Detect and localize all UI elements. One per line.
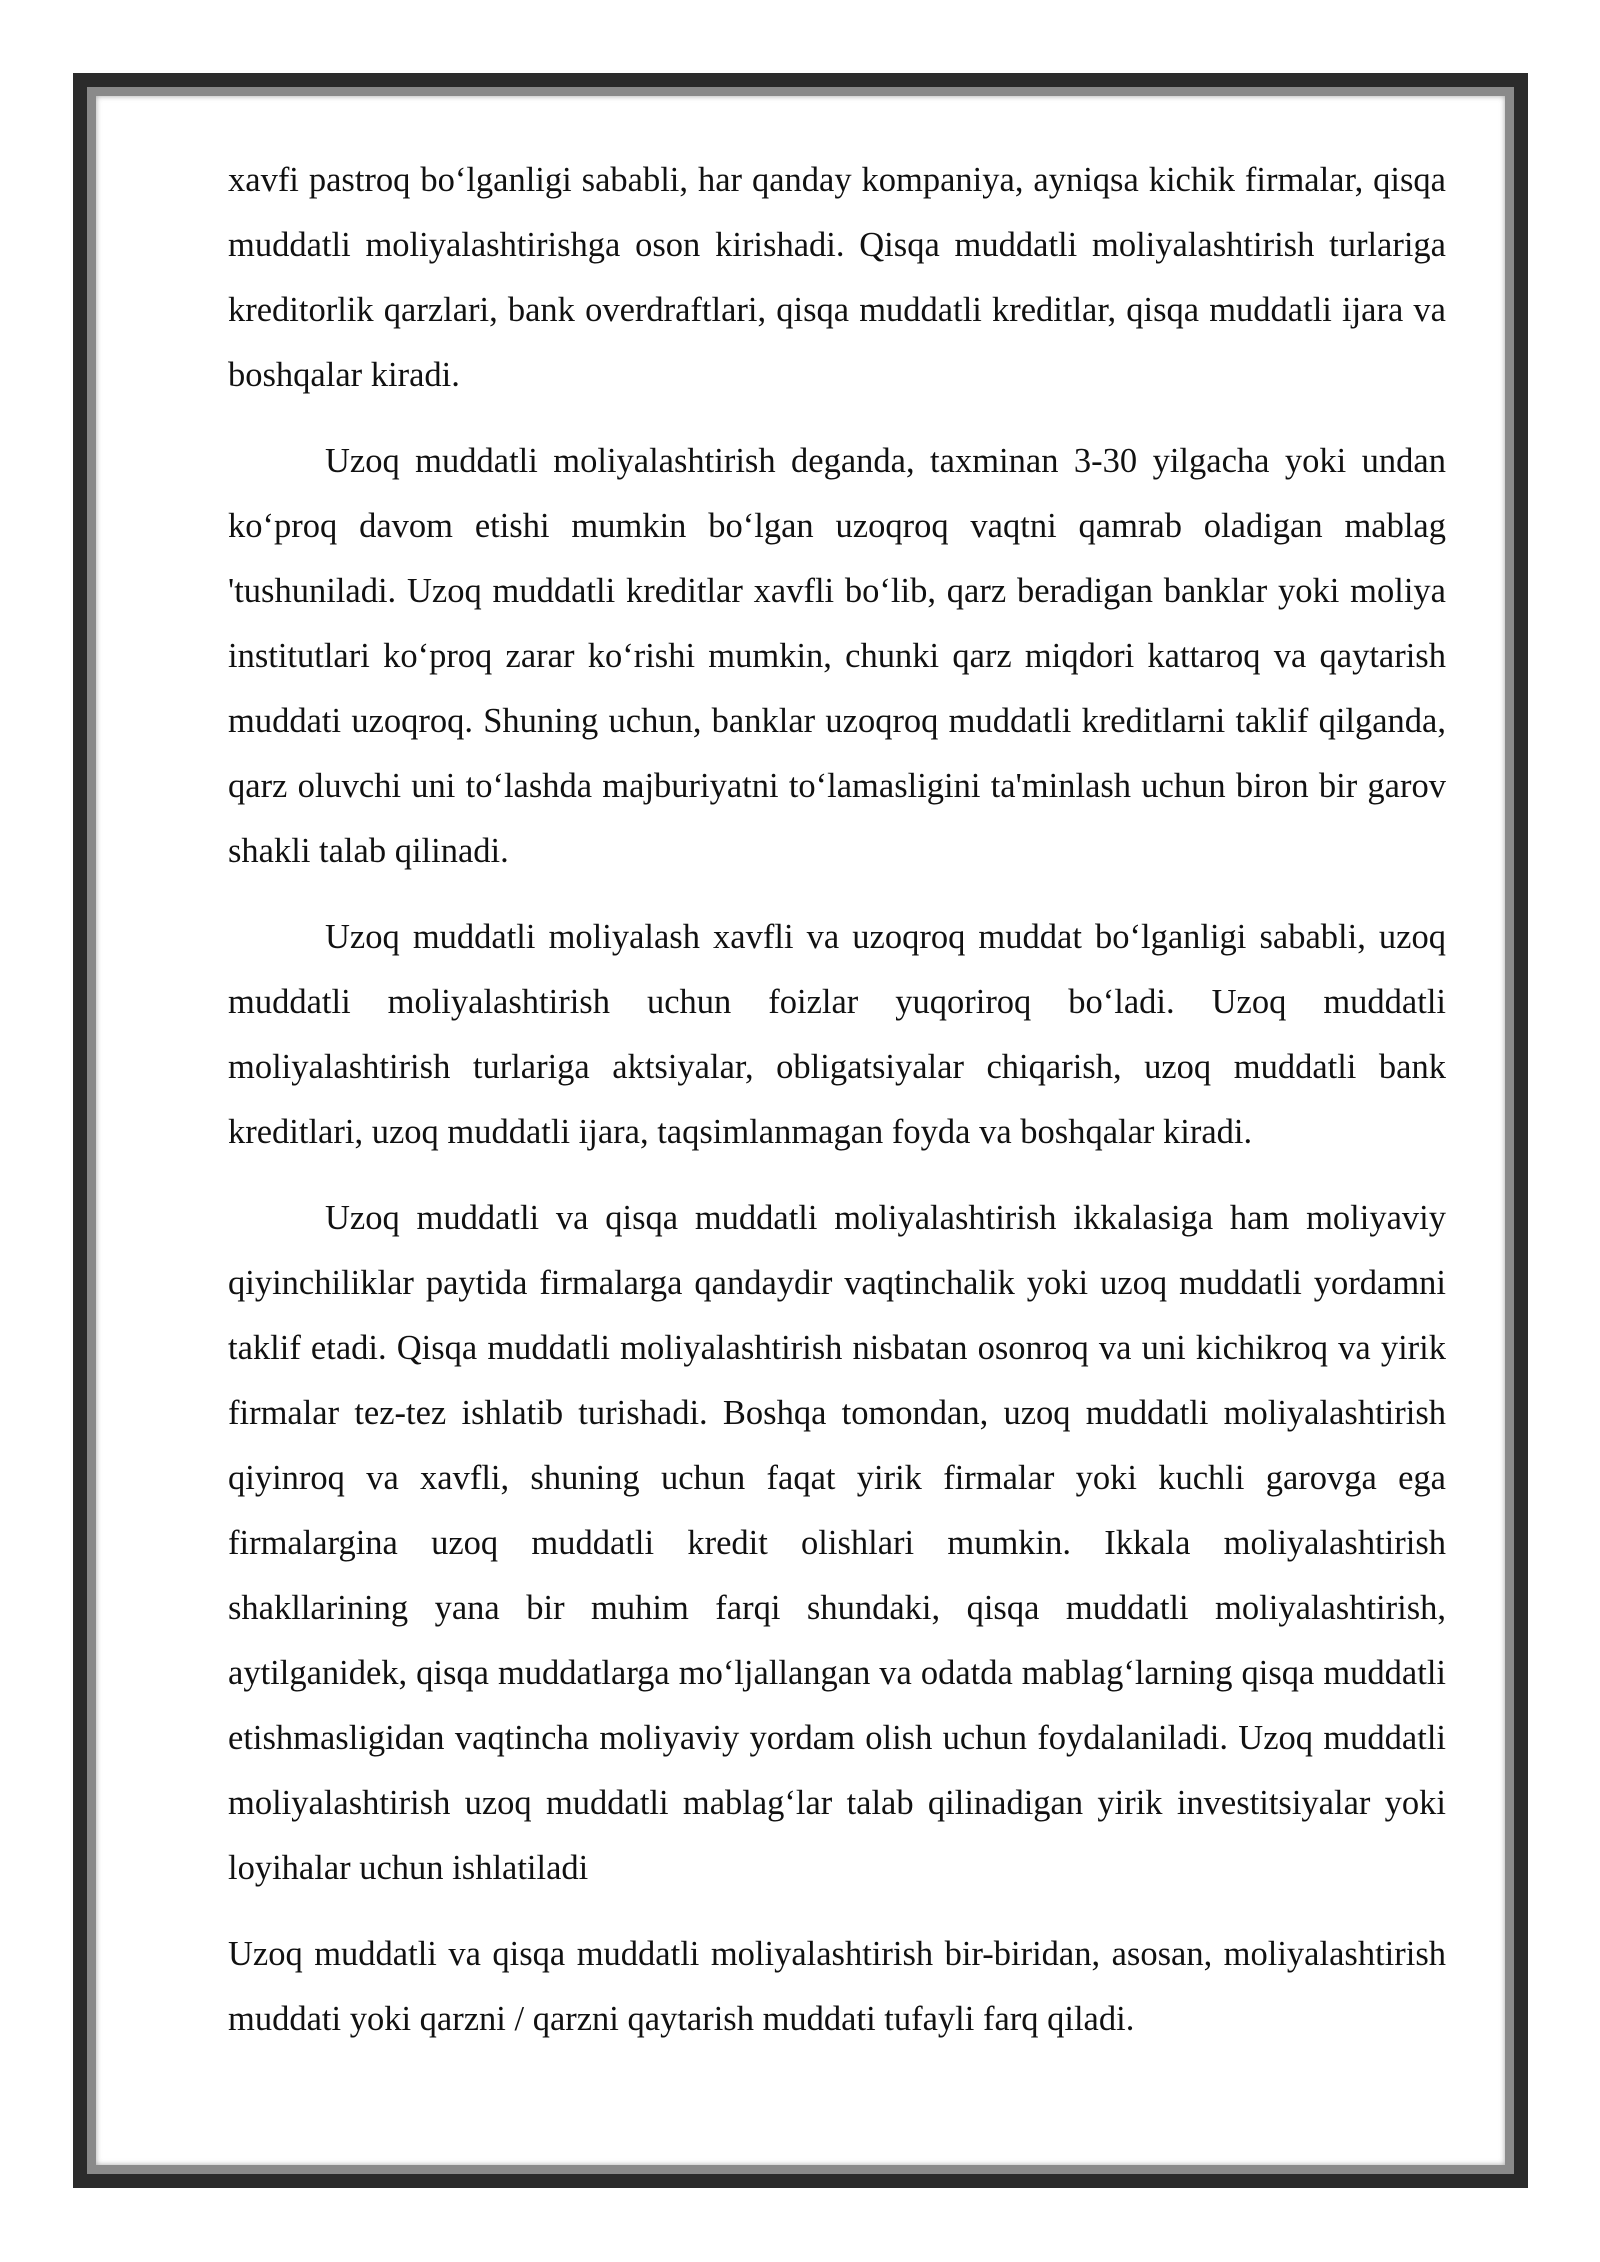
document-body	[228, 148, 1446, 2073]
paragraph-long-term-definition: Uzoq muddatli moliyalashtirish deganda, taxminan 3-30 yilgacha yoki undan ko‘proq davom etishi mumkin bo‘lgan uzoqroq vaqtni qamrab oladigan mablag 'tushuniladi. Uzoq muddatli kreditlar xavfli bo‘lib, qarz beradigan banklar yoki moliya institutlari ko‘proq zarar ko‘rishi mumkin, chunki qarz miqdori kattaroq va qaytarish muddati uzoqroq. Shuning uchun, banklar uzoqroq muddatli kreditlarni taklif qilganda, qarz oluvchi uni to‘lashda majburiyatni to‘lamasligini ta'minlash uchun biron bir garov shakli talab qilinadi.	[228, 442, 1446, 870]
paragraph-continuation: xavfi pastroq bo‘lganligi sababli, har qanday kompaniya, ayniqsa kichik firmalar, qisqa muddatli moliyalashtirishga oson kirishadi. Qisqa muddatli moliyalashtirish turlariga kreditorlik qarzlari, bank overdraftlari, qisqa muddatli kreditlar, qisqa muddatli ijara va boshqalar kiradi.	[228, 161, 1446, 394]
paragraph-comparison: Uzoq muddatli va qisqa muddatli moliyalashtirish ikkalasiga ham moliyaviy qiyinchiliklar paytida firmalarga qandaydir vaqtinchalik yoki uzoq muddatli yordamni taklif etadi. Qisqa muddatli moliyalashtirish nisbatan osonroq va uni kichikroq va yirik firmalar tez-tez ishlatib turishadi. Boshqa tomondan, uzoq muddatli moliyalashtirish qiyinroq va xavfli, shuning uchun faqat yirik firmalar yoki kuchli garovga ega firmalargina uzoq muddatli kredit olishlari mumkin. Ikkala moliyalashtirish shakllarining yana bir muhim farqi shundaki, qisqa muddatli moliyalashtirish, aytilganidek, qisqa muddatlarga mo‘ljallangan va odatda mablag‘larning qisqa muddatli etishmasligidan vaqtincha moliyaviy yordam olish uchun foydalaniladi. Uzoq muddatli moliyalashtirish uzoq muddatli mablag‘lar talab qilinadigan yirik investitsiyalar yoki loyihalar uchun ishlatiladi	[228, 1199, 1446, 1887]
paragraph-conclusion: Uzoq muddatli va qisqa muddatli moliyalashtirish bir-biridan, asosan, moliyalashtirish muddati yoki qarzni / qarzni qaytarish muddati tufayli farq qiladi.	[228, 1935, 1446, 2038]
paragraph-long-term-interest: Uzoq muddatli moliyalash xavfli va uzoqroq muddat bo‘lganligi sababli, uzoq muddatli moliyalashtirish uchun foizlar yuqoriroq bo‘ladi. Uzoq muddatli moliyalashtirish turlariga aktsiyalar, obligatsiyalar chiqarish, uzoq muddatli bank kreditlari, uzoq muddatli ijara, taqsimlanmagan foyda va boshqalar kiradi.	[228, 918, 1446, 1151]
